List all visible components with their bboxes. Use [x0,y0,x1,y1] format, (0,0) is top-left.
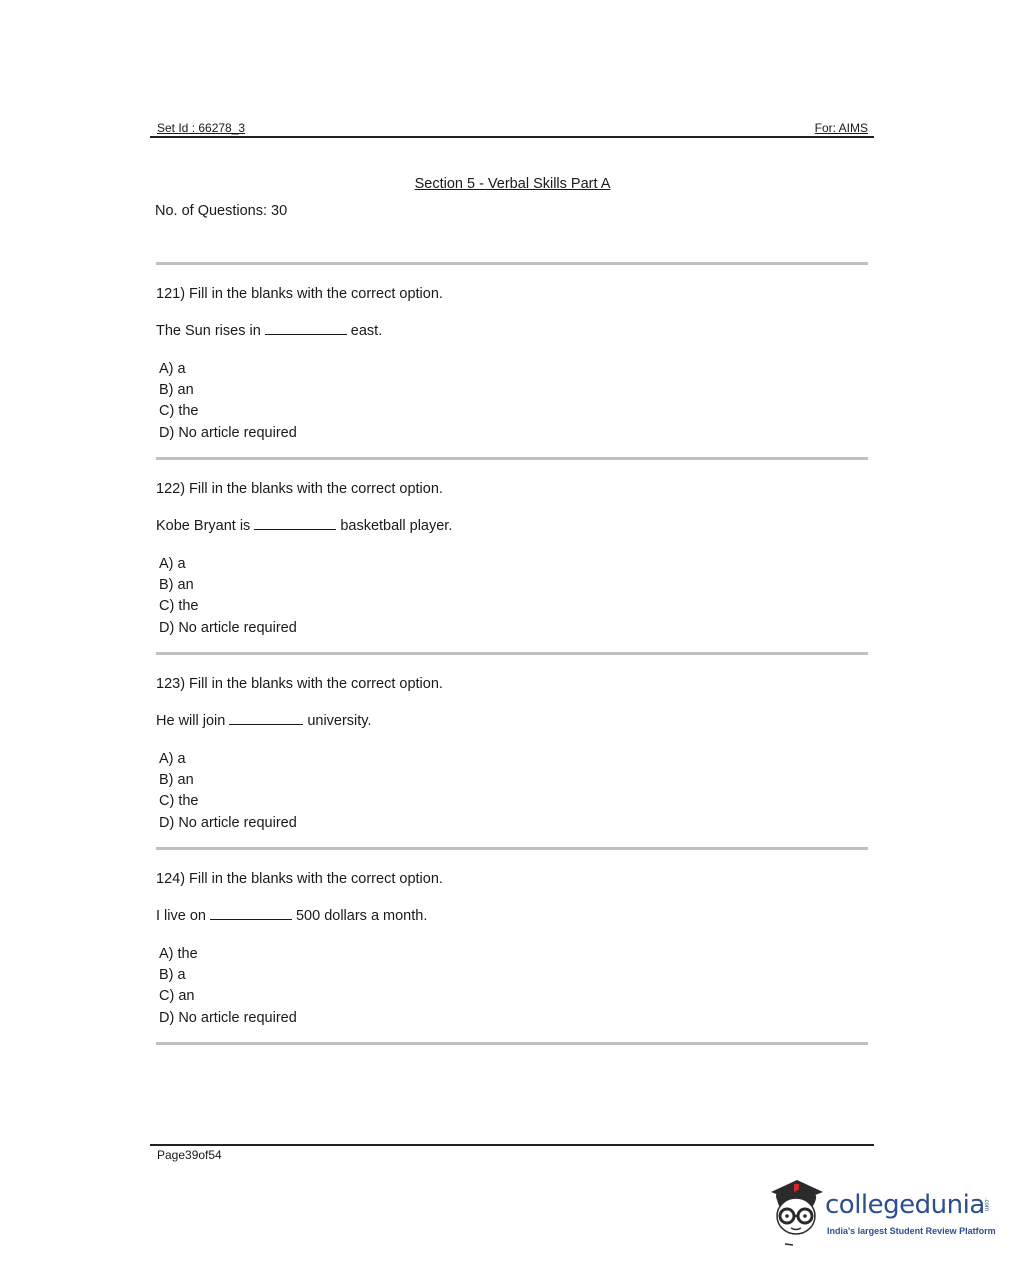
brand-name: collegedunia [825,1190,985,1220]
stem-before: The Sun rises in [156,323,261,339]
question-title: 122) Fill in the blanks with the correct option. [156,481,443,497]
option-d: D) No article required [159,619,297,636]
stem-before: Kobe Bryant is [156,518,251,534]
divider [156,652,868,655]
stem-after: basketball player. [340,518,453,534]
divider [156,847,868,850]
stem-before: I live on [156,908,206,924]
answer-blank [210,907,292,920]
stem-after: university. [307,713,372,729]
option-d: D) No article required [159,814,297,831]
question-stem [156,712,372,729]
page-number: Page39of54 [157,1148,222,1162]
question-stem [156,517,452,534]
page-footer [150,1144,874,1162]
exam-name: For: AIMS [814,121,868,135]
option-b: B) an [159,772,194,789]
option-d: D) No article required [159,1009,297,1026]
stem-after: 500 dollars a month. [295,908,428,924]
question-title: 124) Fill in the blanks with the correct option. [156,871,443,887]
option-b: B) an [159,382,194,399]
question-title: 123) Fill in the blanks with the correct option. [156,676,443,692]
answer-blank [265,322,347,335]
question-stem [156,907,427,924]
option-d: D) No article required [159,424,297,441]
set-id: Set Id : 66278_3 [157,121,246,135]
option-list [159,944,297,1029]
option-list [159,554,297,639]
divider [156,1042,868,1045]
brand-domain: .com [983,1198,989,1212]
answer-blank [229,712,303,725]
answer-blank [254,517,336,530]
option-a: A) a [159,361,186,377]
divider [156,457,868,460]
option-c: C) the [159,793,199,810]
question-title: 121) Fill in the blanks with the correct option. [156,286,443,302]
option-a: A) the [159,946,198,962]
option-c: C) the [159,598,199,615]
page-header [150,120,874,138]
brand-tagline: India's largest Student Review Platform [827,1226,996,1236]
divider [156,262,868,265]
option-c: C) an [159,988,195,1005]
question-count: No. of Questions: 30 [155,203,288,219]
option-c: C) the [159,403,199,420]
stem-before: He will join [156,713,226,729]
option-list [159,359,297,444]
option-b: B) an [159,577,194,594]
option-a: A) a [159,556,186,572]
stem-after: east. [350,323,383,339]
section-title: Section 5 - Verbal Skills Part A [414,176,611,192]
option-list [159,749,297,834]
collegedunia-logo [765,1178,995,1248]
mascot-icon [765,1178,827,1248]
question-stem [156,322,382,339]
option-b: B) a [159,967,186,984]
option-a: A) a [159,751,186,767]
